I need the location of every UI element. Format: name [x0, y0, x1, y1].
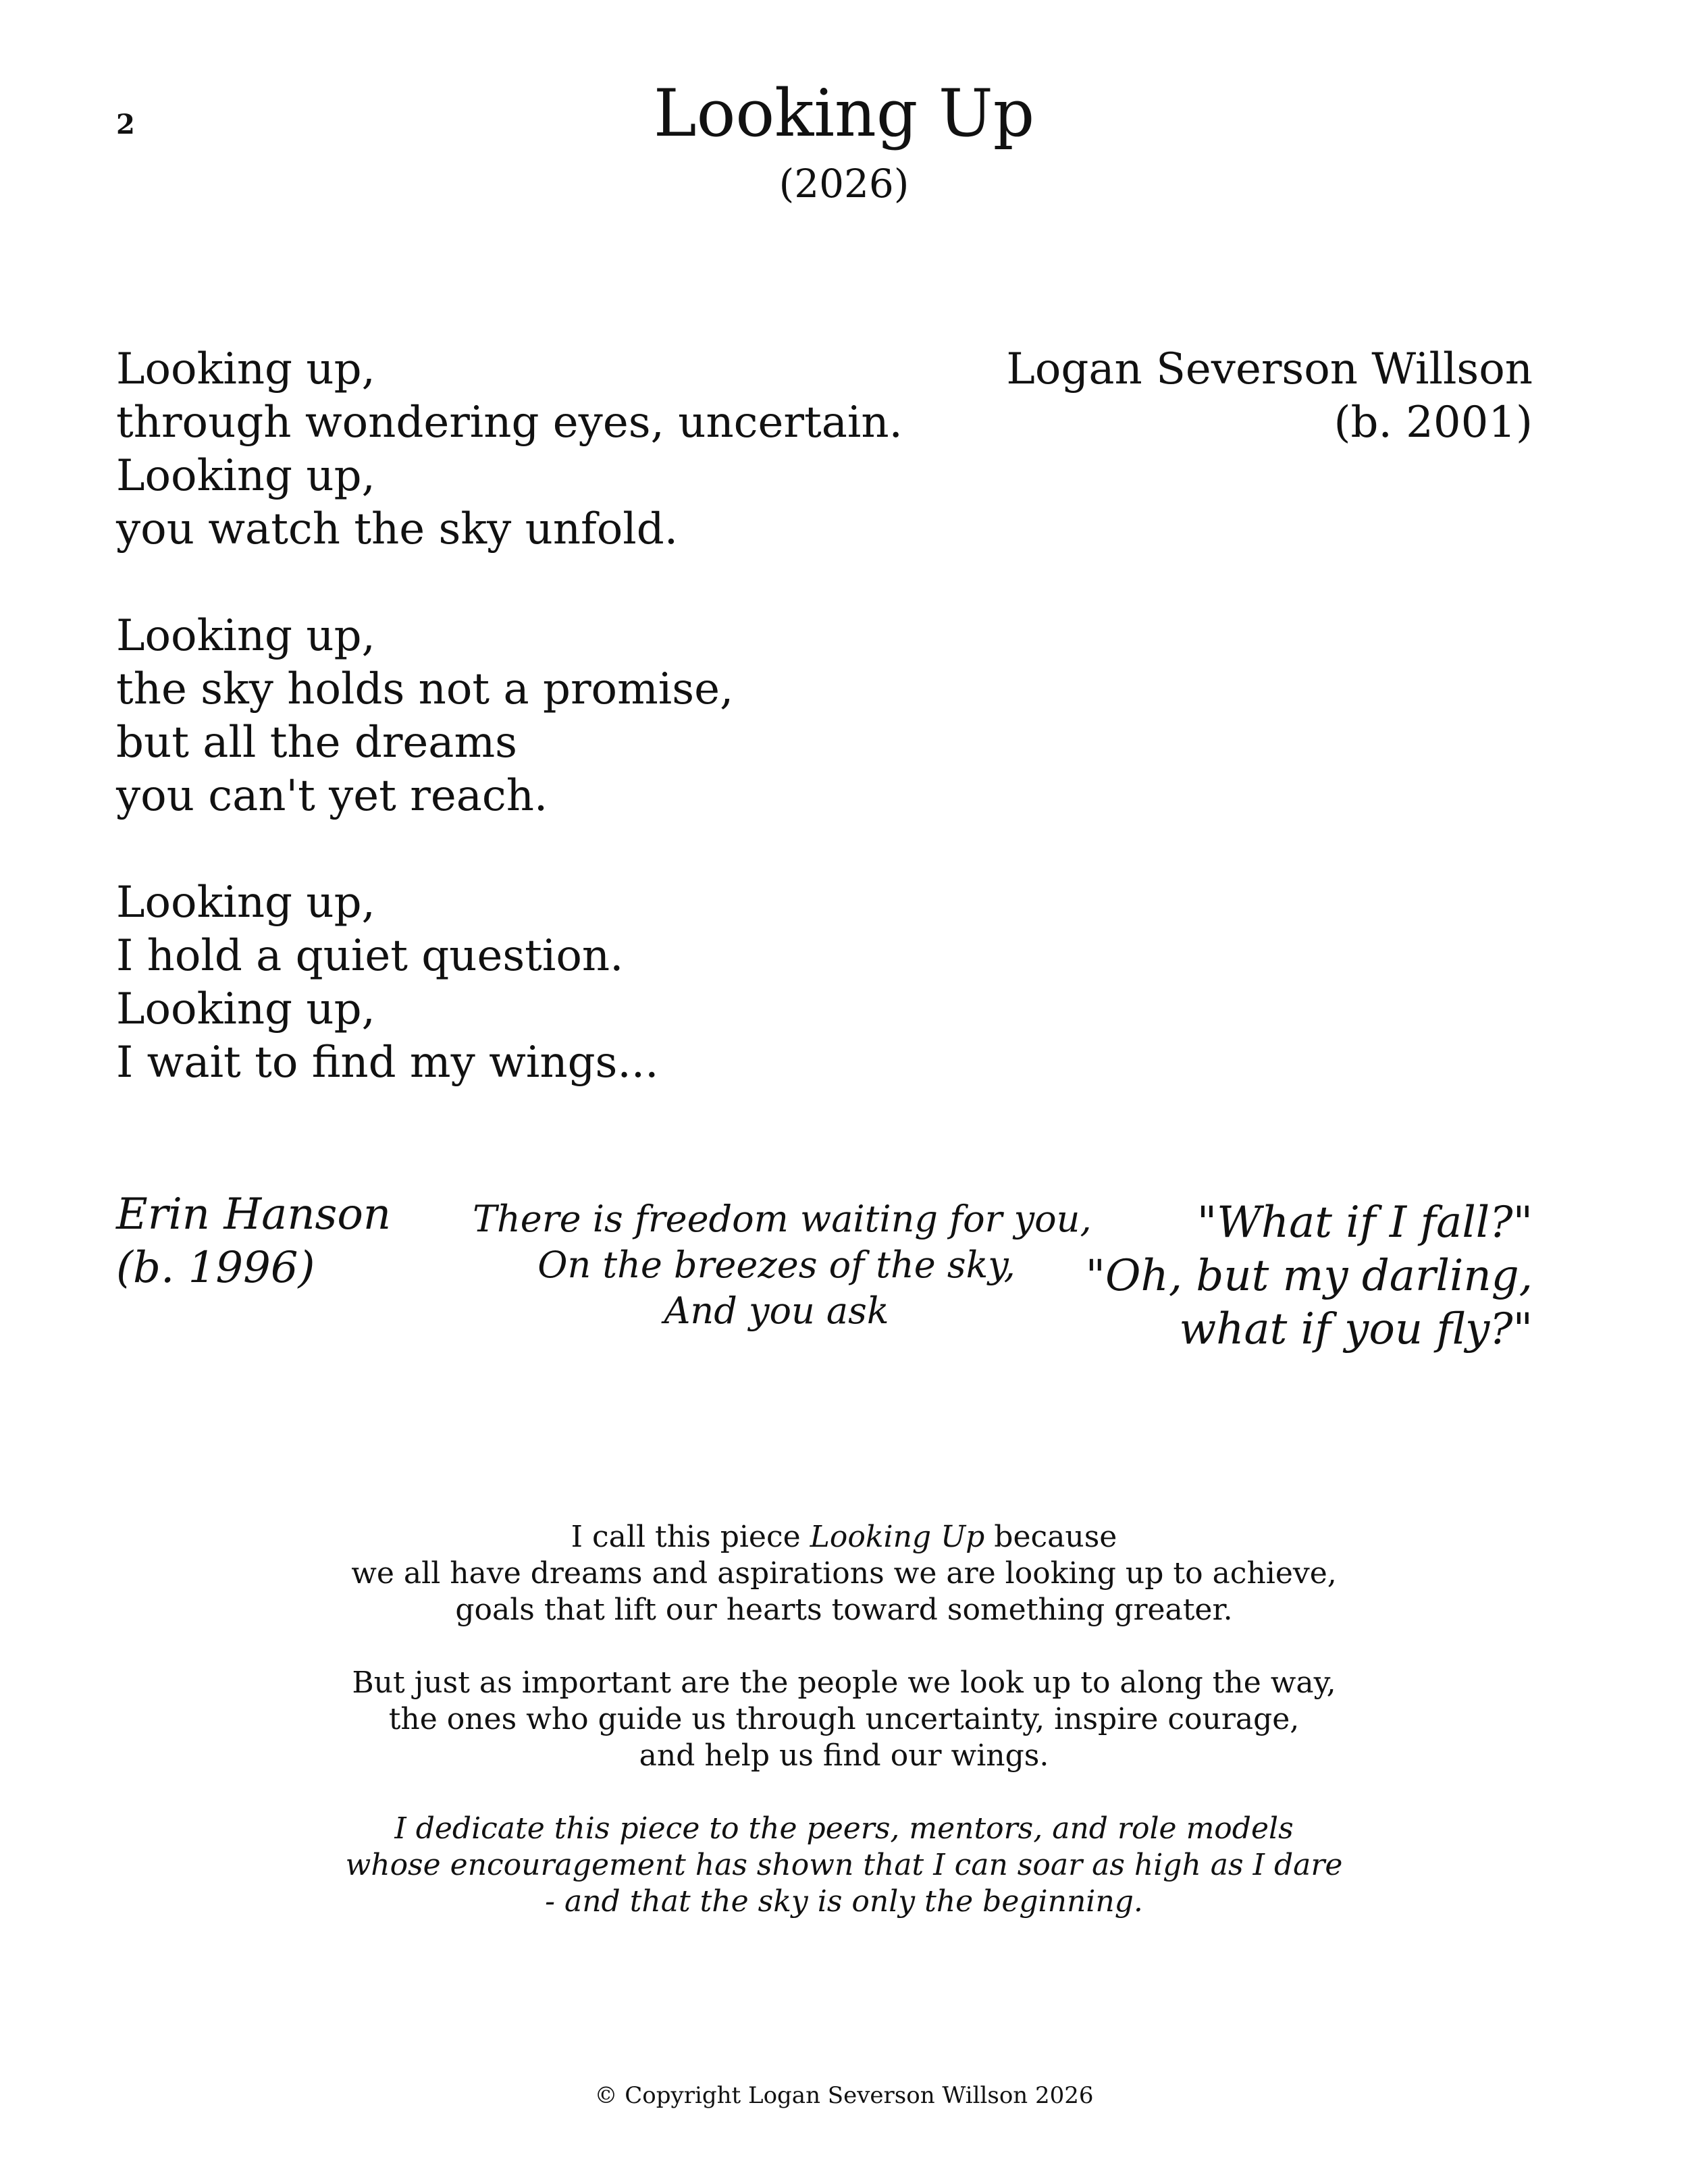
note-line: But just as important are the people we look up to along the way, — [352, 1666, 1336, 1700]
poem-line: Looking up, — [116, 344, 375, 394]
poem-line: through wondering eyes, uncertain. — [116, 398, 903, 448]
poem-line: I wait to find my wings... — [116, 1038, 659, 1088]
quote-line: On the breezes of the sky, — [537, 1244, 1016, 1286]
poem-stanza — [116, 343, 903, 556]
poem-line: the sky holds not a promise, — [116, 664, 734, 714]
note-prefix: I call this piece — [571, 1520, 810, 1554]
poem-line: you can't yet reach. — [116, 771, 548, 821]
poem-text — [116, 343, 903, 1090]
quote-author-name: Erin Hanson — [116, 1190, 392, 1240]
quote-line: There is freedom waiting for you, — [473, 1198, 1092, 1240]
quote-author — [116, 1188, 391, 1295]
note-title: Looking Up — [810, 1520, 985, 1554]
note-line: and help us find our wings. — [639, 1738, 1049, 1773]
poem-line: Looking up, — [116, 611, 375, 661]
quote-line: "Oh, but my darling, — [1085, 1251, 1533, 1301]
note-suffix: because — [984, 1520, 1117, 1554]
poem-line: Looking up, — [116, 984, 375, 1034]
quote-line: what if you fly?" — [1179, 1304, 1533, 1354]
copyright-notice: © Copyright Logan Severson Willson 2026 — [594, 2082, 1094, 2109]
note-paragraph — [0, 1519, 1688, 1628]
composer-name: Logan Severson Willson — [1006, 344, 1533, 394]
note-line: whose encouragement has shown that I can soar as high as I dare — [345, 1848, 1343, 1882]
poem-line: but all the dreams — [116, 718, 517, 768]
note-line: - and that the sky is only the beginning. — [545, 1884, 1143, 1919]
poem-line: you watch the sky unfold. — [116, 504, 679, 554]
quote-author-dates: (b. 1996) — [116, 1243, 315, 1293]
poem-line: Looking up, — [116, 451, 375, 501]
program-note — [0, 1519, 1688, 1920]
quote-middle — [473, 1196, 1092, 1334]
note-paragraph — [0, 1665, 1688, 1774]
poem-line: I hold a quiet question. — [116, 931, 624, 981]
composer-dates: (b. 2001) — [1334, 398, 1533, 448]
note-line: I dedicate this piece to the peers, mentors, and role models — [394, 1811, 1294, 1846]
quote-line: And you ask — [664, 1289, 889, 1332]
note-line: goals that lift our hearts toward something greater. — [455, 1593, 1233, 1627]
piece-title: Looking Up — [653, 76, 1035, 151]
composer-credit — [1006, 343, 1533, 450]
poem-line: Looking up, — [116, 878, 375, 928]
quote-line: "What if I fall?" — [1196, 1198, 1533, 1248]
poem-stanza — [116, 610, 903, 823]
page-number: 2 — [116, 109, 135, 140]
note-line — [0, 1519, 1688, 1555]
dedication — [0, 1811, 1688, 1920]
note-line: the ones who guide us through uncertainty, inspire courage, — [388, 1702, 1300, 1736]
piece-year: (2026) — [779, 161, 909, 207]
quote-right — [1086, 1196, 1533, 1356]
note-line: we all have dreams and aspirations we are looking up to achieve, — [351, 1556, 1337, 1591]
poem-stanza — [116, 876, 903, 1090]
